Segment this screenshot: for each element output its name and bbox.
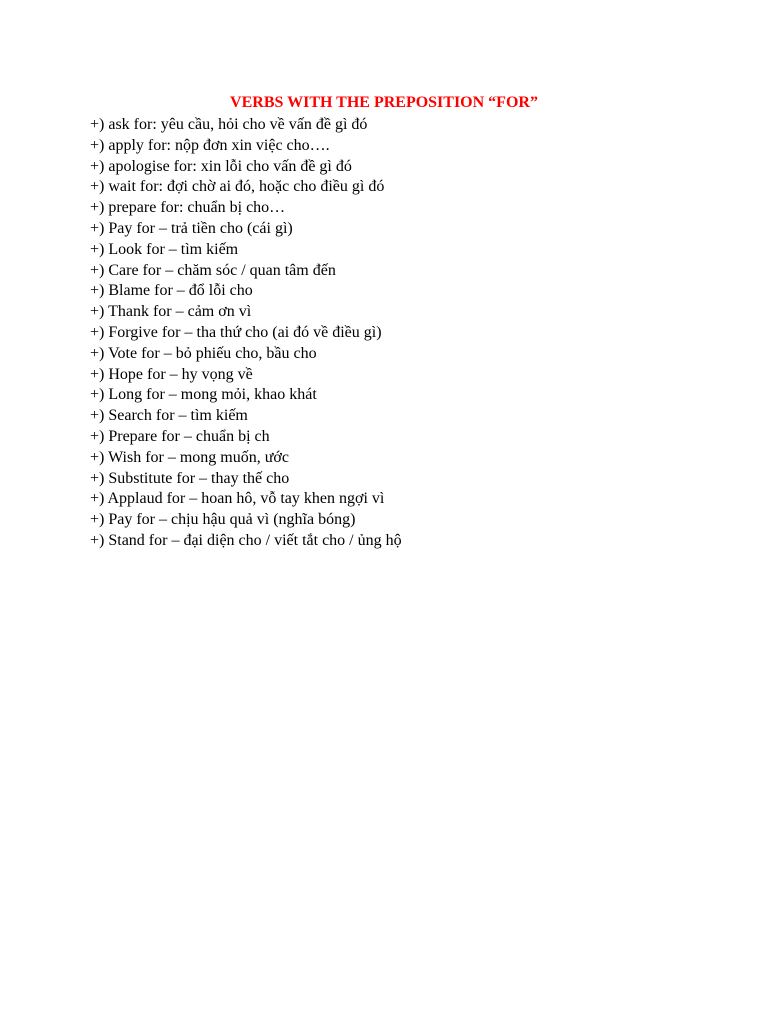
list-item: +) Vote for – bỏ phiếu cho, bầu cho: [90, 344, 317, 362]
list-item: +) Stand for – đại diện cho / viết tắt cho / ủng hộ: [90, 531, 402, 549]
list-item: +) apologise for: xin lỗi cho vấn đề gì đó: [90, 157, 352, 175]
list-item: +) Look for – tìm kiếm: [90, 240, 239, 258]
list-item: +) Pay for – trả tiền cho (cái gì): [90, 219, 293, 237]
list-item: +) Pay for – chịu hậu quả vì (nghĩa bóng): [90, 511, 356, 529]
list-item: +) Applaud for – hoan hô, vỗ tay khen ngợi vì: [90, 490, 385, 508]
list-item: +) Prepare for – chuẩn bị ch: [90, 427, 270, 445]
list-item: +) Wish for – mong muốn, ước: [90, 448, 289, 466]
document-title: VERBS WITH THE PREPOSITION “FOR”: [230, 94, 538, 111]
list-item: +) Forgive for – tha thứ cho (ai đó về điều gì): [90, 323, 382, 341]
list-item: +) Substitute for – thay thế cho: [90, 469, 290, 487]
list-item: +) Care for – chăm sóc / quan tâm đến: [90, 261, 336, 279]
list-item: +) prepare for: chuẩn bị cho…: [90, 199, 286, 217]
list-item: +) Hope for – hy vọng về: [90, 365, 253, 383]
list-item: +) apply for: nộp đơn xin việc cho….: [90, 136, 330, 154]
list-item: +) Long for – mong mỏi, khao khát: [90, 386, 317, 404]
list-item: +) Blame for – đổ lỗi cho: [90, 282, 253, 300]
verb-list: [90, 115, 402, 552]
list-item: +) ask for: yêu cầu, hỏi cho về vấn đề gì đó: [90, 116, 368, 133]
list-item: +) Search for – tìm kiếm: [90, 407, 248, 425]
list-item: +) wait for: đợi chờ ai đó, hoặc cho điều gì đó: [90, 178, 385, 196]
list-item: +) Thank for – cảm ơn vì: [90, 303, 252, 321]
